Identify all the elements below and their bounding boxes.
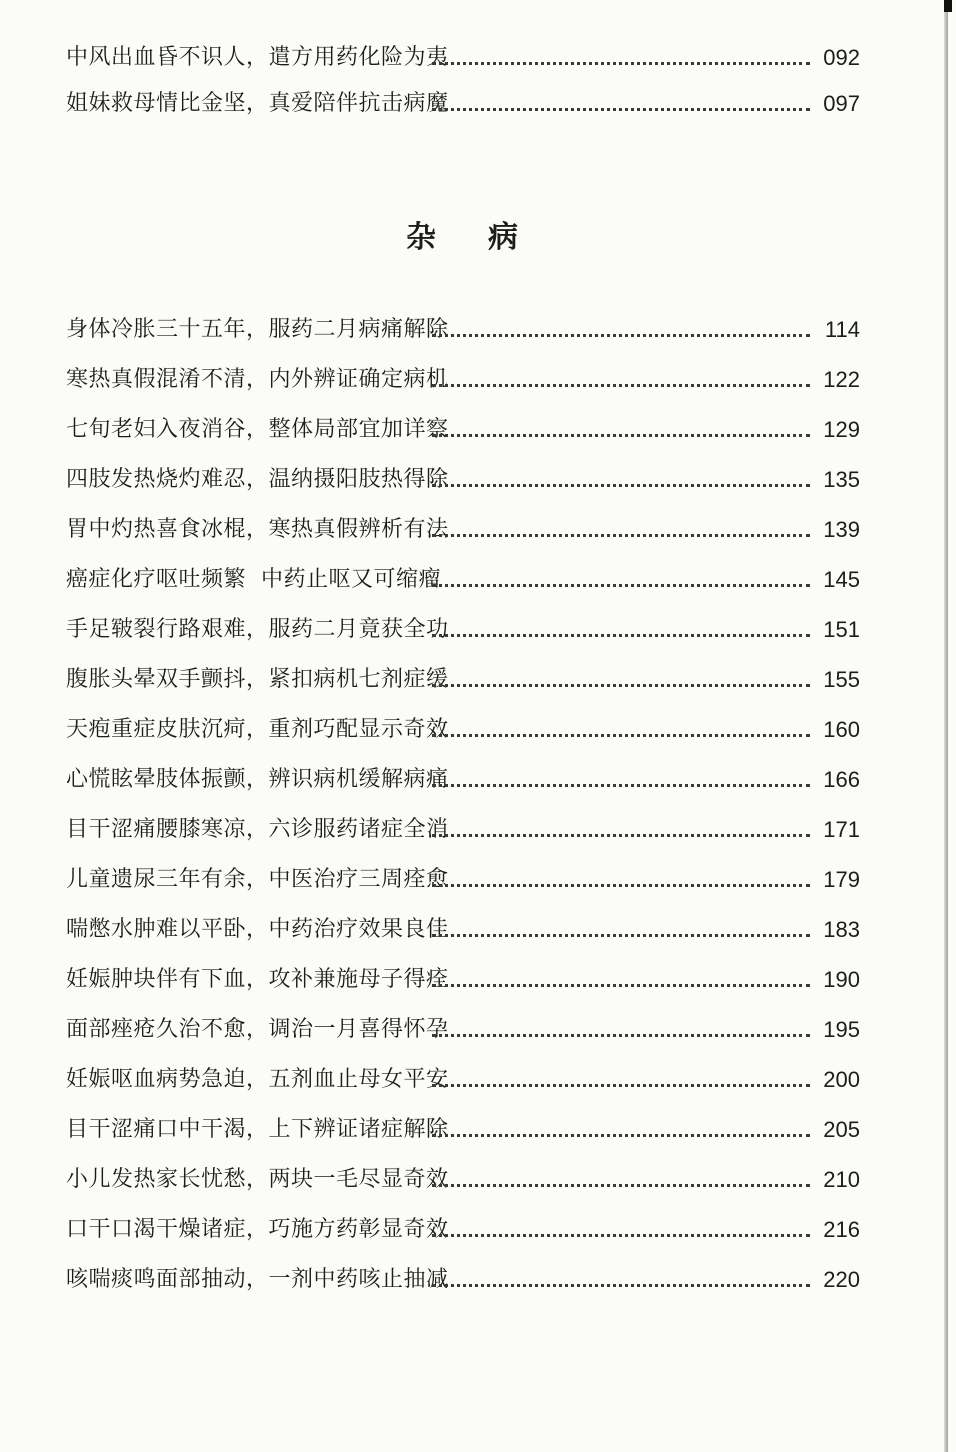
toc-leader-dots (432, 934, 810, 937)
toc-leader-dots (432, 884, 810, 887)
toc-leader-dots (432, 734, 810, 737)
section-heading: 杂病 (406, 220, 570, 255)
toc-entry-page: 205 (823, 1117, 860, 1142)
toc-entry-title: 小儿发热家长忧愁，两块一毛尽显奇效 (66, 1167, 449, 1192)
toc-leader-dots (432, 334, 810, 337)
toc-leader-dots (432, 984, 810, 987)
toc-entry-page: 171 (823, 817, 860, 842)
toc-entry-page: 160 (823, 717, 860, 742)
toc-leader-dots (432, 1034, 810, 1037)
toc-entry-title: 喘憋水肿难以平卧，中药治疗效果良佳 (66, 917, 449, 942)
toc-leader-dots (432, 534, 810, 537)
toc-entry[interactable] (0, 1210, 956, 1250)
toc-entry-title: 手足皲裂行路艰难，服药二月竟获全功 (66, 617, 449, 642)
toc-leader-dots (432, 1184, 810, 1187)
toc-leader-dots (432, 434, 810, 437)
toc-entry-title: 中风出血昏不识人，遣方用药化险为夷 (66, 45, 449, 70)
toc-entry-page: 122 (823, 367, 860, 392)
toc-leader-dots (432, 784, 810, 787)
toc-entry[interactable] (0, 1060, 956, 1100)
toc-leader-dots (432, 684, 810, 687)
toc-entry-page: 092 (823, 45, 860, 70)
toc-leader-dots (432, 584, 810, 587)
toc-entry-page: 129 (823, 417, 860, 442)
toc-entry-title: 妊娠肿块伴有下血，攻补兼施母子得痊 (66, 967, 449, 992)
corner-mark (944, 0, 952, 12)
toc-entry-page: 139 (823, 517, 860, 542)
toc-entry[interactable] (0, 460, 956, 500)
toc-entry-page: 114 (824, 317, 860, 342)
toc-entry[interactable] (0, 560, 956, 600)
toc-entry-page: 210 (823, 1167, 860, 1192)
toc-entry-title: 目干涩痛口中干渴，上下辨证诸症解除 (66, 1117, 449, 1142)
toc-entry[interactable] (0, 84, 956, 124)
toc-leader-dots (432, 384, 810, 387)
toc-entry-title: 胃中灼热喜食冰棍，寒热真假辨析有法 (66, 517, 449, 542)
toc-entry[interactable] (0, 660, 956, 700)
toc-entry-page: 151 (823, 617, 860, 642)
toc-entry[interactable] (0, 310, 956, 350)
toc-entry-title: 天疱重症皮肤沉疴，重剂巧配显示奇效 (66, 717, 449, 742)
toc-entry-page: 155 (823, 667, 860, 692)
toc-entry-page: 135 (823, 467, 860, 492)
toc-entry[interactable] (0, 410, 956, 450)
toc-entry-title: 寒热真假混淆不清，内外辨证确定病机 (66, 367, 449, 392)
toc-entry-title: 四肢发热烧灼难忍，温纳摄阳肢热得除 (66, 467, 449, 492)
toc-entry-page: 200 (823, 1067, 860, 1092)
toc-entry-title: 目干涩痛腰膝寒凉，六诊服药诸症全消 (66, 817, 449, 842)
toc-entry-title: 七旬老妇入夜消谷，整体局部宜加详察 (66, 417, 449, 442)
toc-entry-page: 195 (823, 1017, 860, 1042)
toc-entry-page: 097 (823, 91, 860, 116)
toc-entry[interactable] (0, 1110, 956, 1150)
toc-entry[interactable] (0, 810, 956, 850)
toc-leader-dots (432, 108, 810, 111)
toc-entry-title: 口干口渴干燥诸症，巧施方药彰显奇效 (66, 1217, 449, 1242)
toc-entry-title: 面部痤疮久治不愈，调治一月喜得怀孕 (66, 1017, 449, 1042)
toc-entry[interactable] (0, 860, 956, 900)
toc-entry-title: 姐妹救母情比金坚，真爱陪伴抗击病魔 (66, 91, 449, 116)
toc-entry-title: 咳喘痰鸣面部抽动，一剂中药咳止抽减 (66, 1267, 449, 1292)
toc-leader-dots (432, 634, 810, 637)
toc-entry-page: 220 (823, 1267, 860, 1292)
toc-leader-dots (432, 1084, 810, 1087)
toc-entry-title: 心慌眩晕肢体振颤，辨识病机缓解病痛 (66, 767, 449, 792)
toc-leader-dots (432, 1284, 810, 1287)
toc-leader-dots (432, 484, 810, 487)
toc-entry[interactable] (0, 760, 956, 800)
toc-leader-dots (432, 1234, 810, 1237)
toc-leader-dots (432, 834, 810, 837)
toc-entry[interactable] (0, 960, 956, 1000)
toc-entry-title: 妊娠呕血病势急迫，五剂血止母女平安 (66, 1067, 449, 1092)
toc-entry[interactable] (0, 710, 956, 750)
toc-entry[interactable] (0, 360, 956, 400)
toc-entry-page: 216 (823, 1217, 860, 1242)
toc-entry-title: 儿童遗尿三年有余，中医治疗三周痊愈 (66, 867, 449, 892)
toc-leader-dots (432, 1134, 810, 1137)
toc-entry[interactable] (0, 1010, 956, 1050)
toc-entry-page: 179 (823, 867, 860, 892)
toc-entry-title: 癌症化疗呕吐频繁 中药止呕又可缩瘤 (66, 567, 441, 592)
toc-entry-title: 腹胀头晕双手颤抖，紧扣病机七剂症缓 (66, 667, 449, 692)
toc-entry[interactable] (0, 610, 956, 650)
toc-entry[interactable] (0, 510, 956, 550)
toc-entry[interactable] (0, 910, 956, 950)
toc-entry-page: 190 (823, 967, 860, 992)
toc-entry-page: 166 (823, 767, 860, 792)
toc-entry-page: 145 (823, 567, 860, 592)
toc-entry-title: 身体冷胀三十五年，服药二月病痛解除 (66, 317, 449, 342)
toc-leader-dots (432, 62, 810, 65)
toc-entry-page: 183 (823, 917, 860, 942)
toc-entry[interactable] (0, 1160, 956, 1200)
toc-entry[interactable] (0, 1260, 956, 1300)
toc-entry[interactable] (0, 38, 956, 78)
